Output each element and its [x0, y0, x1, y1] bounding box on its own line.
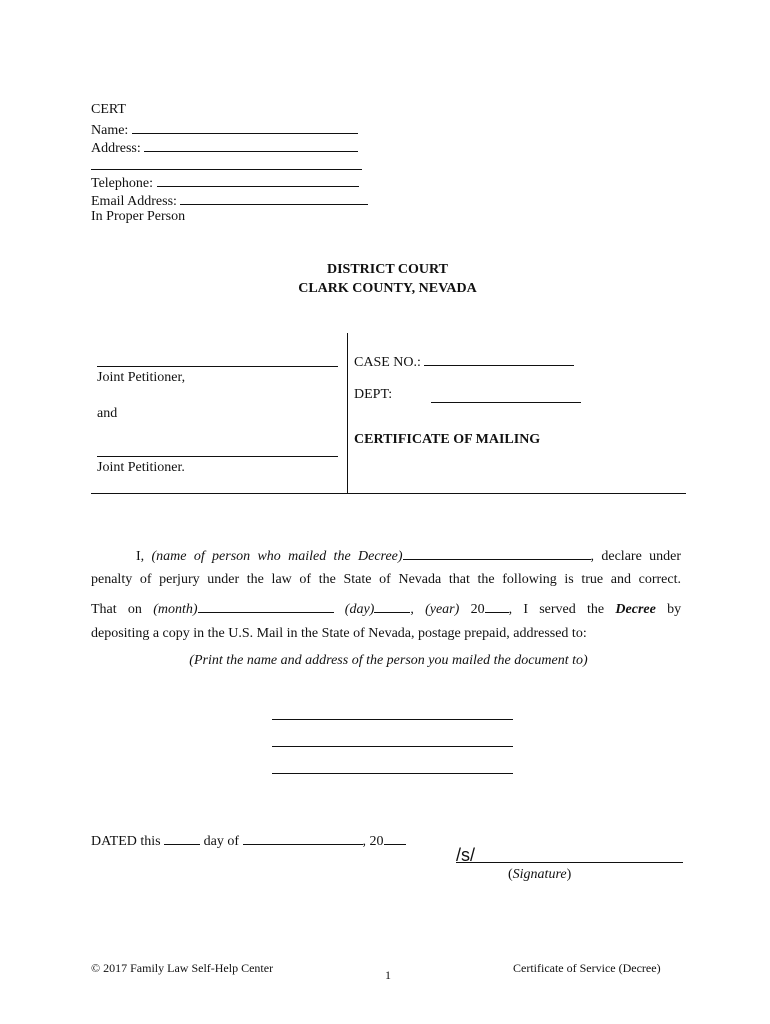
case-no-row [354, 351, 574, 372]
dated-month-field[interactable] [243, 830, 363, 845]
address-instruction: (Print the name and address of the person you mailed the document to) [189, 653, 588, 668]
caption-bottom-rule [91, 493, 686, 494]
court-name: DISTRICT COURT [326, 262, 448, 277]
case-no-field[interactable] [424, 351, 574, 366]
case-no-label: CASE NO.: [354, 355, 421, 370]
and-label: and [97, 406, 118, 421]
dated-day-field[interactable] [164, 830, 200, 845]
address-row [91, 137, 358, 158]
court-county: CLARK COUNTY, NEVADA [298, 281, 477, 296]
signature-caption: (Signature) [508, 867, 572, 882]
body-line-1: I, (name of person who mailed the Decree) , declare under [136, 545, 681, 566]
month-field[interactable] [198, 598, 334, 613]
cert-code: CERT [91, 102, 126, 117]
petitioner1-label: Joint Petitioner, [97, 370, 186, 385]
email-field[interactable] [180, 190, 368, 205]
name-field[interactable] [132, 119, 358, 134]
body-line-2: penalty of perjury under the law of the State of Nevada that the following is true and correct. [91, 572, 681, 587]
caption-divider [347, 333, 348, 494]
signature-field[interactable] [456, 862, 683, 863]
mailer-name-field[interactable] [403, 545, 591, 560]
address-label: Address: [91, 141, 141, 156]
petitioner2-label: Joint Petitioner. [97, 460, 185, 475]
body-line-3: That on (month) (day) , (year) 20 , I served the Decree by [91, 598, 681, 619]
recipient-line-2[interactable] [272, 746, 513, 747]
signature-label: Signature [512, 867, 567, 882]
proper-person-label: In Proper Person [91, 209, 186, 224]
dept-label: DEPT: [354, 387, 393, 402]
document-title: CERTIFICATE OF MAILING [354, 432, 541, 447]
mailer-name-prompt: (name of person who mailed the Decree) [151, 549, 403, 564]
year-field[interactable] [485, 598, 509, 613]
decree-label: Decree [615, 602, 656, 617]
address-field[interactable] [144, 137, 358, 152]
dept-field[interactable] [431, 402, 581, 403]
recipient-line-1[interactable] [272, 719, 513, 720]
signature-mark: /s/ [456, 845, 476, 865]
name-label: Name: [91, 123, 129, 138]
petitioner1-name-field[interactable] [97, 366, 338, 367]
dated-row: DATED this day of , 20 [91, 830, 406, 851]
email-label: Email Address: [91, 194, 177, 209]
page-number: 1 [385, 968, 391, 982]
telephone-label: Telephone: [91, 176, 153, 191]
address-field-line2[interactable] [91, 169, 362, 170]
dated-year-field[interactable] [384, 830, 406, 845]
recipient-line-3[interactable] [272, 773, 513, 774]
body-line-4: depositing a copy in the U.S. Mail in the State of Nevada, postage prepaid, addressed to: [91, 626, 587, 641]
telephone-field[interactable] [157, 172, 359, 187]
day-field[interactable] [374, 598, 410, 613]
footer-copyright: © 2017 Family Law Self-Help Center [91, 961, 274, 975]
petitioner2-name-field[interactable] [97, 456, 338, 457]
footer-form-name: Certificate of Service (Decree) [513, 961, 661, 975]
